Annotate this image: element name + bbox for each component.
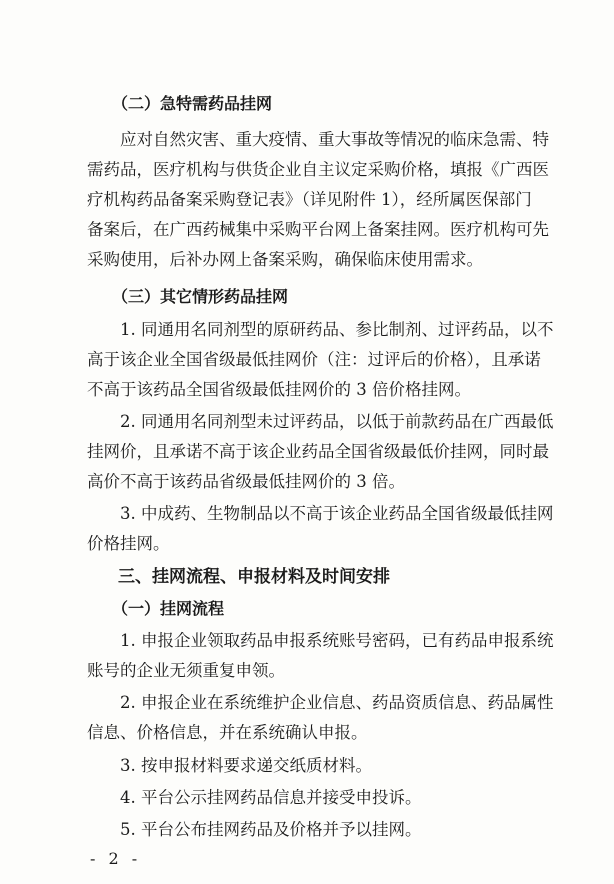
paragraph-line: 价格挂网。 [87, 534, 170, 553]
paragraph-line: 应对自然灾害、重大疫情、重大事故等情况的临床急需、特 [120, 130, 549, 149]
section-heading-other-drugs: （三）其它情形药品挂网 [112, 287, 289, 306]
paragraph-line: 1. 同通用名同剂型的原研药品、参比制剂、过评药品，以不 [120, 320, 554, 339]
paragraph-line: 疗机构药品备案采购登记表》（详见附件 1），经所属医保部门 [87, 190, 532, 209]
paragraph-line: 账号的企业无须重复申领。 [87, 661, 285, 680]
paragraph-line: 信息、价格信息，并在系统确认申报。 [87, 723, 368, 742]
paragraph-line: 高于该企业全国省级最低挂网价（注：过评后的价格），且承诺 [87, 350, 541, 369]
paragraph-line: 1. 申报企业领取药品申报系统账号密码，已有药品申报系统 [120, 631, 554, 650]
paragraph-line: 4. 平台公示挂网药品信息并接受申投诉。 [120, 788, 422, 807]
paragraph-line: 备案后，在广西药械集中采购平台网上备案挂网。医疗机构可先 [87, 220, 549, 239]
paragraph-line: 不高于该药品全国省级最低挂网价的 3 倍价格挂网。 [87, 380, 471, 399]
paragraph-line: 5. 平台公布挂网药品及价格并予以挂网。 [120, 820, 422, 839]
section-heading-listing-process: （一）挂网流程 [112, 599, 225, 618]
paragraph-line: 2. 同通用名同剂型未过评药品，以低于前款药品在广西最低 [120, 412, 554, 431]
paragraph-line: 高价不高于该药品省级最低挂网价的 3 倍。 [87, 472, 405, 491]
paragraph-line: 3. 中成药、生物制品以不高于该企业药品全国省级最低挂网 [120, 504, 554, 523]
paragraph-line: 2. 申报企业在系统维护企业信息、药品资质信息、药品属性 [120, 693, 554, 712]
section-heading-urgent-drugs: （二）急特需药品挂网 [112, 94, 273, 113]
part-heading-process: 三、挂网流程、申报材料及时间安排 [118, 567, 390, 587]
paragraph-line: 3. 按申报材料要求递交纸质材料。 [120, 756, 372, 775]
page-number: - 2 - [90, 849, 142, 868]
paragraph-line: 需药品，医疗机构与供货企业自主议定采购价格，填报《广西医 [87, 160, 549, 179]
paragraph-line: 采购使用，后补办网上备案采购，确保临床使用需求。 [87, 250, 483, 269]
paragraph-line: 挂网价，且承诺不高于该企业药品全国省级最低价挂网，同时最 [87, 442, 549, 461]
